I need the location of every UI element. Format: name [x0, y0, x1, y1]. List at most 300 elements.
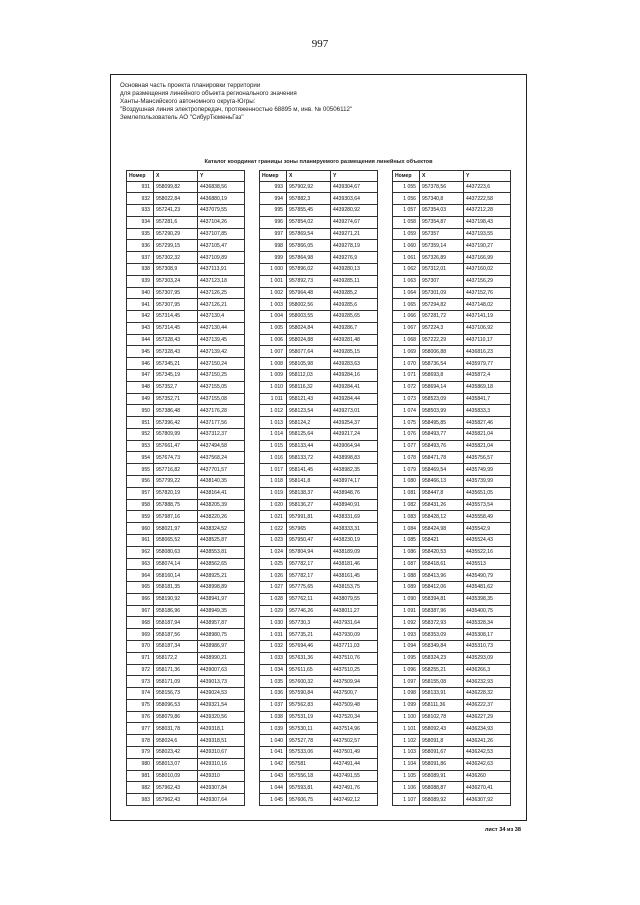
y-coordinate-cell: 4437931,64 — [331, 617, 378, 629]
y-coordinate-cell: 4439283,63 — [331, 358, 378, 370]
y-coordinate-cell: 4437222,58 — [464, 193, 511, 205]
x-coordinate-cell: 958736,54 — [420, 358, 464, 370]
x-coordinate-cell: 957782,17 — [287, 570, 331, 582]
table-row — [393, 664, 511, 676]
point-number-cell: 1 036 — [260, 688, 287, 700]
table-row — [127, 287, 245, 299]
point-number-cell: 1 015 — [260, 440, 287, 452]
y-coordinate-cell: 4435833,3 — [464, 405, 511, 417]
x-coordinate-cell: 957307 — [420, 275, 464, 287]
point-number-cell: 1 064 — [393, 287, 420, 299]
y-coordinate-cell: 4437106,92 — [464, 322, 511, 334]
table-row — [393, 263, 511, 275]
y-coordinate-cell: 4436816,23 — [464, 346, 511, 358]
point-number-cell: 1 097 — [393, 676, 420, 688]
x-coordinate-cell: 957533,06 — [287, 747, 331, 759]
x-coordinate-cell: 958089,92 — [420, 794, 464, 806]
point-number-cell: 1 034 — [260, 664, 287, 676]
point-number-cell: 952 — [127, 428, 154, 440]
y-coordinate-cell: 4439271,21 — [331, 228, 378, 240]
x-coordinate-cell: 958186,96 — [154, 605, 198, 617]
x-coordinate-cell: 958096,53 — [154, 699, 198, 711]
y-coordinate-cell: 4435542,9 — [464, 523, 511, 535]
point-number-cell: 973 — [127, 676, 154, 688]
x-coordinate-cell: 958133,44 — [287, 440, 331, 452]
table-row — [260, 511, 378, 523]
point-number-cell: 1 093 — [393, 629, 420, 641]
y-coordinate-cell: 4439280,92 — [331, 205, 378, 217]
y-coordinate-cell: 4436270,41 — [464, 782, 511, 794]
table-row — [127, 664, 245, 676]
table-row — [127, 570, 245, 582]
column-header: Номер — [393, 171, 420, 182]
table-row — [393, 770, 511, 782]
x-coordinate-cell: 958089,91 — [420, 770, 464, 782]
point-number-cell: 1 004 — [260, 311, 287, 323]
point-number-cell: 972 — [127, 664, 154, 676]
point-number-cell: 1 078 — [393, 452, 420, 464]
x-coordinate-cell: 958024,88 — [287, 334, 331, 346]
x-coordinate-cell: 958171,36 — [154, 664, 198, 676]
y-coordinate-cell: 4437176,28 — [198, 405, 245, 417]
table-row — [127, 723, 245, 735]
y-coordinate-cell: 4437152,76 — [464, 287, 511, 299]
table-row — [127, 735, 245, 747]
x-coordinate-cell: 958421 — [420, 534, 464, 546]
y-coordinate-cell: 4438941,97 — [198, 593, 245, 605]
y-coordinate-cell: 4439013,73 — [198, 676, 245, 688]
x-coordinate-cell: 957804,94 — [287, 546, 331, 558]
y-coordinate-cell: 4435513 — [464, 558, 511, 570]
x-coordinate-cell: 957600,32 — [287, 676, 331, 688]
point-number-cell: 935 — [127, 228, 154, 240]
y-coordinate-cell: 4437126,21 — [198, 299, 245, 311]
y-coordinate-cell: 4437502,57 — [331, 735, 378, 747]
point-number-cell: 940 — [127, 287, 154, 299]
y-coordinate-cell: 4437156,29 — [464, 275, 511, 287]
point-number-cell: 955 — [127, 464, 154, 476]
y-coordinate-cell: 4437105,47 — [198, 240, 245, 252]
point-number-cell: 1 027 — [260, 582, 287, 594]
point-number-cell: 993 — [260, 181, 287, 193]
point-number-cell: 1 071 — [393, 370, 420, 382]
y-coordinate-cell: 4436838,56 — [198, 181, 245, 193]
x-coordinate-cell: 957730,3 — [287, 617, 331, 629]
point-number-cell: 996 — [260, 216, 287, 228]
x-coordinate-cell: 957290,29 — [154, 228, 198, 240]
table-row — [393, 464, 511, 476]
x-coordinate-cell: 957590,84 — [287, 688, 331, 700]
y-coordinate-cell: 4437139,45 — [198, 334, 245, 346]
point-number-cell: 969 — [127, 629, 154, 641]
table-row — [393, 452, 511, 464]
x-coordinate-cell: 958102,78 — [420, 711, 464, 723]
point-number-cell: 1 009 — [260, 370, 287, 382]
y-coordinate-cell: 4438980,75 — [198, 629, 245, 641]
x-coordinate-cell: 958002,56 — [287, 299, 331, 311]
point-number-cell: 971 — [127, 652, 154, 664]
point-number-cell: 931 — [127, 181, 154, 193]
table-row — [393, 652, 511, 664]
x-coordinate-cell: 958024,84 — [287, 322, 331, 334]
table-row — [260, 593, 378, 605]
y-coordinate-cell: 4437520,34 — [331, 711, 378, 723]
point-number-cell: 1 073 — [393, 393, 420, 405]
table-header-row — [260, 171, 378, 182]
table-row — [260, 605, 378, 617]
y-coordinate-cell: 4436242,63 — [464, 758, 511, 770]
x-coordinate-cell: 957224,3 — [420, 322, 464, 334]
point-number-cell: 1 014 — [260, 428, 287, 440]
x-coordinate-cell: 958023,42 — [154, 747, 198, 759]
point-number-cell: 974 — [127, 688, 154, 700]
y-coordinate-cell: 4439303,64 — [331, 193, 378, 205]
y-coordinate-cell: 4437110,17 — [464, 334, 511, 346]
y-coordinate-cell: 4439276,9 — [331, 252, 378, 264]
point-number-cell: 1 057 — [393, 205, 420, 217]
table-row — [260, 405, 378, 417]
column-header: X — [287, 171, 331, 182]
y-coordinate-cell: 4436234,93 — [464, 723, 511, 735]
x-coordinate-cell: 958123,54 — [287, 405, 331, 417]
x-coordinate-cell: 957314,45 — [154, 311, 198, 323]
table-row — [393, 370, 511, 382]
table-row — [127, 487, 245, 499]
table-row — [127, 393, 245, 405]
y-coordinate-cell: 4438974,17 — [331, 476, 378, 488]
x-coordinate-cell: 958141,8 — [287, 476, 331, 488]
table-row — [127, 346, 245, 358]
x-coordinate-cell: 957556,18 — [287, 770, 331, 782]
point-number-cell: 1 030 — [260, 617, 287, 629]
point-number-cell: 1 039 — [260, 723, 287, 735]
x-coordinate-cell: 958190,92 — [154, 593, 198, 605]
coordinates-table-left — [126, 170, 245, 806]
x-coordinate-cell: 957378,56 — [420, 181, 464, 193]
x-coordinate-cell: 957888,75 — [154, 499, 198, 511]
table-row — [393, 405, 511, 417]
point-number-cell: 1 068 — [393, 334, 420, 346]
column-header: X — [154, 171, 198, 182]
x-coordinate-cell: 957340,8 — [420, 193, 464, 205]
x-coordinate-cell: 957308,9 — [154, 263, 198, 275]
table-row — [127, 334, 245, 346]
point-number-cell: 1 032 — [260, 640, 287, 652]
point-number-cell: 1 003 — [260, 299, 287, 311]
point-number-cell: 1 041 — [260, 747, 287, 759]
x-coordinate-cell: 958155,08 — [420, 676, 464, 688]
point-number-cell: 967 — [127, 605, 154, 617]
point-number-cell: 1 060 — [393, 240, 420, 252]
table-row — [260, 216, 378, 228]
point-number-cell: 947 — [127, 370, 154, 382]
x-coordinate-cell: 958021,97 — [154, 523, 198, 535]
y-coordinate-cell: 4439285,65 — [331, 311, 378, 323]
x-coordinate-cell: 958121,43 — [287, 393, 331, 405]
point-number-cell: 977 — [127, 723, 154, 735]
y-coordinate-cell: 4435756,57 — [464, 452, 511, 464]
point-number-cell: 1 081 — [393, 487, 420, 499]
x-coordinate-cell: 958428,12 — [420, 511, 464, 523]
x-coordinate-cell: 957746,26 — [287, 605, 331, 617]
point-number-cell: 941 — [127, 299, 154, 311]
x-coordinate-cell: 957281,6 — [154, 216, 198, 228]
point-number-cell: 979 — [127, 747, 154, 759]
table-row — [393, 605, 511, 617]
x-coordinate-cell: 957354,87 — [420, 216, 464, 228]
y-coordinate-cell: 4436227,29 — [464, 711, 511, 723]
page-number: 997 — [311, 38, 329, 50]
x-coordinate-cell: 958013,07 — [154, 758, 198, 770]
point-number-cell: 975 — [127, 699, 154, 711]
y-coordinate-cell: 4437491,76 — [331, 782, 378, 794]
y-coordinate-cell: 4436228,32 — [464, 688, 511, 700]
x-coordinate-cell: 958092,43 — [420, 723, 464, 735]
point-number-cell: 970 — [127, 640, 154, 652]
y-coordinate-cell: 4439310 — [198, 770, 245, 782]
table-row — [260, 794, 378, 806]
x-coordinate-cell: 958031,78 — [154, 723, 198, 735]
point-number-cell: 1 028 — [260, 593, 287, 605]
point-number-cell: 1 055 — [393, 181, 420, 193]
table-row — [393, 240, 511, 252]
point-number-cell: 1 022 — [260, 523, 287, 535]
point-number-cell: 997 — [260, 228, 287, 240]
point-number-cell: 1 104 — [393, 758, 420, 770]
point-number-cell: 1 062 — [393, 263, 420, 275]
point-number-cell: 1 035 — [260, 676, 287, 688]
point-number-cell: 960 — [127, 523, 154, 535]
table-row — [260, 582, 378, 594]
table-row — [393, 193, 511, 205]
y-coordinate-cell: 4438562,65 — [198, 558, 245, 570]
table-row — [127, 370, 245, 382]
table-row — [127, 476, 245, 488]
x-coordinate-cell: 958138,37 — [287, 487, 331, 499]
x-coordinate-cell: 957869,54 — [287, 228, 331, 240]
y-coordinate-cell: 4439273,01 — [331, 405, 378, 417]
y-coordinate-cell: 4439284,16 — [331, 370, 378, 382]
table-row — [393, 311, 511, 323]
table-row — [127, 758, 245, 770]
point-number-cell: 938 — [127, 263, 154, 275]
table-row — [260, 711, 378, 723]
y-coordinate-cell: 4438140,35 — [198, 476, 245, 488]
table-row — [393, 617, 511, 629]
y-coordinate-cell: 4439285,11 — [331, 275, 378, 287]
point-number-cell: 964 — [127, 570, 154, 582]
point-number-cell: 1 025 — [260, 558, 287, 570]
point-number-cell: 1 065 — [393, 299, 420, 311]
y-coordinate-cell: 4439280,13 — [331, 263, 378, 275]
table-header-row — [393, 171, 511, 182]
table-row — [127, 617, 245, 629]
table-row — [260, 782, 378, 794]
point-number-cell: 1 106 — [393, 782, 420, 794]
table-row — [260, 417, 378, 429]
y-coordinate-cell: 4435524,43 — [464, 534, 511, 546]
y-coordinate-cell: 4435841,7 — [464, 393, 511, 405]
y-coordinate-cell: 4438189,09 — [331, 546, 378, 558]
x-coordinate-cell: 957326,89 — [420, 252, 464, 264]
table-row — [127, 263, 245, 275]
point-number-cell: 981 — [127, 770, 154, 782]
point-number-cell: 1 107 — [393, 794, 420, 806]
table-row — [393, 711, 511, 723]
table-row — [393, 393, 511, 405]
point-number-cell: 1 087 — [393, 558, 420, 570]
y-coordinate-cell: 4436880,19 — [198, 193, 245, 205]
table-row — [260, 205, 378, 217]
table-row — [127, 299, 245, 311]
x-coordinate-cell: 958412,06 — [420, 582, 464, 594]
x-coordinate-cell: 957281,72 — [420, 311, 464, 323]
table-row — [260, 193, 378, 205]
x-coordinate-cell: 958394,81 — [420, 593, 464, 605]
point-number-cell: 1 086 — [393, 546, 420, 558]
y-coordinate-cell: 4436242,53 — [464, 747, 511, 759]
x-coordinate-cell: 958136,27 — [287, 499, 331, 511]
table-row — [127, 417, 245, 429]
y-coordinate-cell: 4437500,7 — [331, 688, 378, 700]
table-row — [393, 782, 511, 794]
y-coordinate-cell: 4437701,57 — [198, 464, 245, 476]
x-coordinate-cell: 957345,19 — [154, 370, 198, 382]
point-number-cell: 1 000 — [260, 263, 287, 275]
table-row — [260, 358, 378, 370]
y-coordinate-cell: 4439321,54 — [198, 699, 245, 711]
x-coordinate-cell: 958181,35 — [154, 582, 198, 594]
x-coordinate-cell: 957987,16 — [154, 511, 198, 523]
table-row — [260, 428, 378, 440]
point-number-cell: 937 — [127, 252, 154, 264]
column-header: Y — [198, 171, 245, 182]
table-row — [393, 228, 511, 240]
header-line: "Воздушная линия электропередач, протяженностью 68895 м, инв. № 00506112" — [120, 106, 353, 113]
x-coordinate-cell: 957694,46 — [287, 640, 331, 652]
y-coordinate-cell: 4439318,1 — [198, 723, 245, 735]
point-number-cell: 945 — [127, 346, 154, 358]
table-row — [393, 417, 511, 429]
x-coordinate-cell: 957354,03 — [420, 205, 464, 217]
point-number-cell: 995 — [260, 205, 287, 217]
point-number-cell: 1 066 — [393, 311, 420, 323]
table-row — [393, 275, 511, 287]
y-coordinate-cell: 4438998,89 — [198, 582, 245, 594]
table-row — [393, 205, 511, 217]
x-coordinate-cell: 958495,85 — [420, 417, 464, 429]
point-number-cell: 1 102 — [393, 735, 420, 747]
x-coordinate-cell: 958447,8 — [420, 487, 464, 499]
point-number-cell: 1 033 — [260, 652, 287, 664]
x-coordinate-cell: 958074,14 — [154, 558, 198, 570]
x-coordinate-cell: 958111,36 — [420, 699, 464, 711]
y-coordinate-cell: 4439217,24 — [331, 428, 378, 440]
table-row — [260, 499, 378, 511]
point-number-cell: 956 — [127, 476, 154, 488]
x-coordinate-cell: 958105,98 — [287, 358, 331, 370]
point-number-cell: 943 — [127, 322, 154, 334]
y-coordinate-cell: 4437130,44 — [198, 322, 245, 334]
x-coordinate-cell: 958424,98 — [420, 523, 464, 535]
y-coordinate-cell: 4437223,6 — [464, 181, 511, 193]
y-coordinate-cell: 4439307,84 — [198, 782, 245, 794]
column-header: Y — [464, 171, 511, 182]
y-coordinate-cell: 4435398,35 — [464, 593, 511, 605]
x-coordinate-cell: 957809,99 — [154, 428, 198, 440]
point-number-cell: 1 092 — [393, 617, 420, 629]
point-number-cell: 963 — [127, 558, 154, 570]
table-row — [260, 688, 378, 700]
y-coordinate-cell: 4439285,6 — [331, 299, 378, 311]
y-coordinate-cell: 4438925,21 — [198, 570, 245, 582]
y-coordinate-cell: 4436232,93 — [464, 676, 511, 688]
point-number-cell: 994 — [260, 193, 287, 205]
point-number-cell: 1 070 — [393, 358, 420, 370]
y-coordinate-cell: 4437160,02 — [464, 263, 511, 275]
y-coordinate-cell: 4437150,24 — [198, 358, 245, 370]
x-coordinate-cell: 957352,7 — [154, 381, 198, 393]
point-number-cell: 1 103 — [393, 747, 420, 759]
y-coordinate-cell: 4439304,67 — [331, 181, 378, 193]
x-coordinate-cell: 957352,71 — [154, 393, 198, 405]
point-number-cell: 951 — [127, 417, 154, 429]
table-row — [127, 252, 245, 264]
point-number-cell: 933 — [127, 205, 154, 217]
point-number-cell: 936 — [127, 240, 154, 252]
y-coordinate-cell: 4435293,09 — [464, 652, 511, 664]
y-coordinate-cell: 4436307,92 — [464, 794, 511, 806]
table-row — [127, 699, 245, 711]
table-row — [393, 534, 511, 546]
x-coordinate-cell: 957855,45 — [287, 205, 331, 217]
x-coordinate-cell: 958099,82 — [154, 181, 198, 193]
table-row — [127, 558, 245, 570]
y-coordinate-cell: 4435651,05 — [464, 487, 511, 499]
x-coordinate-cell: 958116,32 — [287, 381, 331, 393]
point-number-cell: 1 063 — [393, 275, 420, 287]
table-row — [127, 358, 245, 370]
table-row — [260, 676, 378, 688]
table-row — [393, 699, 511, 711]
y-coordinate-cell: 4435522,16 — [464, 546, 511, 558]
y-coordinate-cell: 4437491,44 — [331, 758, 378, 770]
table-row — [393, 216, 511, 228]
y-coordinate-cell: 4437514,96 — [331, 723, 378, 735]
y-coordinate-cell: 4439284,41 — [331, 381, 378, 393]
point-number-cell: 1 038 — [260, 711, 287, 723]
x-coordinate-cell: 958418,61 — [420, 558, 464, 570]
point-number-cell: 1 045 — [260, 794, 287, 806]
y-coordinate-cell: 4435869,18 — [464, 381, 511, 393]
table-row — [260, 652, 378, 664]
x-coordinate-cell: 958387,96 — [420, 605, 464, 617]
y-coordinate-cell: 4439320,56 — [198, 711, 245, 723]
x-coordinate-cell: 958324,23 — [420, 652, 464, 664]
x-coordinate-cell: 958156,73 — [154, 688, 198, 700]
point-number-cell: 976 — [127, 711, 154, 723]
table-row — [127, 452, 245, 464]
y-coordinate-cell: 4437312,37 — [198, 428, 245, 440]
y-coordinate-cell: 4436222,37 — [464, 699, 511, 711]
table-row — [260, 464, 378, 476]
point-number-cell: 1 061 — [393, 252, 420, 264]
x-coordinate-cell: 957302,32 — [154, 252, 198, 264]
y-coordinate-cell: 4437079,55 — [198, 205, 245, 217]
y-coordinate-cell: 4438940,91 — [331, 499, 378, 511]
x-coordinate-cell: 957345,21 — [154, 358, 198, 370]
table-row — [127, 782, 245, 794]
